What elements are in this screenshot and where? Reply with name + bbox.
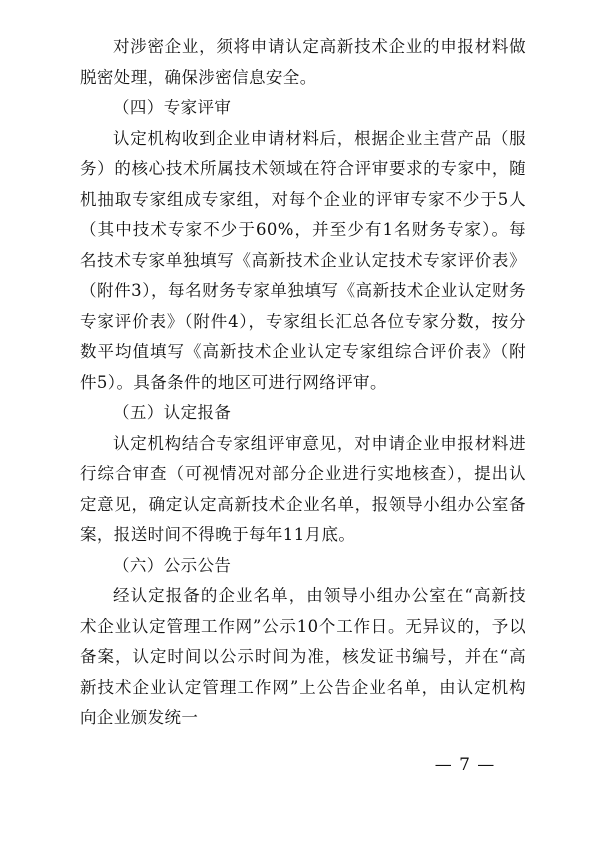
paragraph-public-notice: 经认定报备的企业名单，由领导小组办公室在“高新技术企业认定管理工作网”公示10个工作日。无异议的，予以备案，认定时间以公示时间为准，核发证书编号，并在“高新技术企业认定管理工作网”上公告企业名单，由认定机构向企业颁发统一 (80, 586, 526, 727)
paragraph-classified-enterprises: 对涉密企业，须将申请认定高新技术企业的申报材料做脱密处理，确保涉密信息安全。 (80, 37, 526, 87)
page-number: — 7 — (434, 755, 496, 775)
section-heading-public-notice: （六）公示公告 (113, 555, 232, 575)
paragraph-certification-filing: 认定机构结合专家组评审意见，对申请企业申报材料进行综合审查（可视情况对部分企业进行实地核查），提出认定意见，确定认定高新技术企业名单，报领导小组办公室备案，报送时间不得晚于每年11月底。 (80, 433, 526, 544)
paragraph-expert-review: 认定机构收到企业申请材料后，根据企业主营产品（服务）的核心技术所属技术领域在符合评审要求的专家中，随机抽取专家组成专家组，对每个企业的评审专家不少于5人（其中技术专家不少于60%，并至少有1名财务专家）。每名技术专家单独填写《高新技术企业认定技术专家评价表》（附件3），每名财务专家单独填写《高新技术企业认定财务专家评价表》（附件4），专家组长汇总各位专家分数，按分数平均值填写《高新技术企业认定专家组综合评价表》（附件5）。具备条件的地区可进行网络评审。 (80, 128, 526, 392)
document-body (80, 32, 526, 734)
section-heading-expert-review: （四）专家评审 (113, 98, 232, 117)
section-heading-certification-filing: （五）认定报备 (113, 403, 232, 422)
